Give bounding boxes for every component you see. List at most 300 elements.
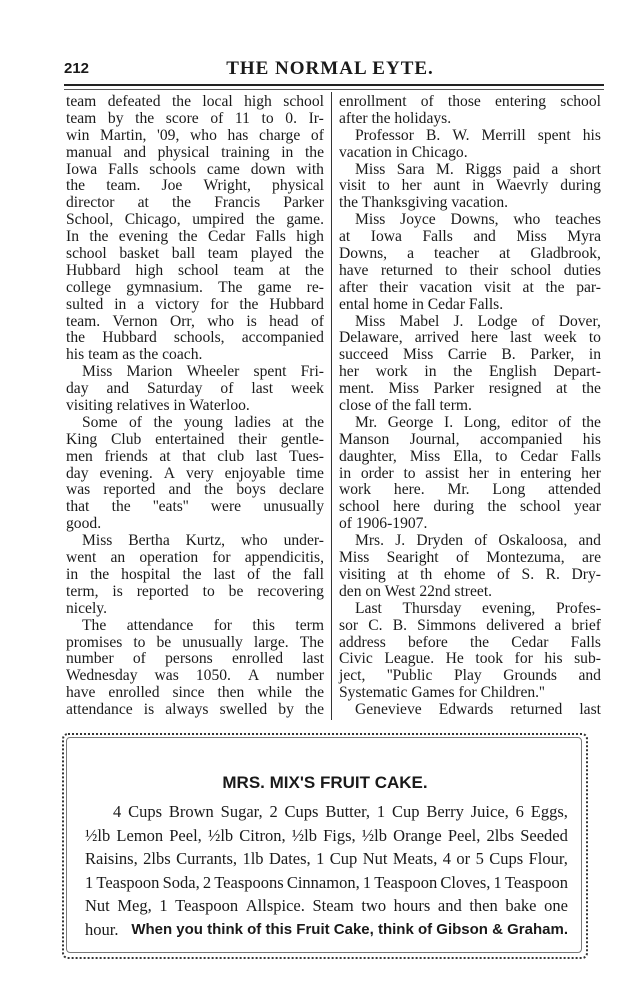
word: to xyxy=(588,329,601,347)
word: Dover, xyxy=(558,312,601,330)
word: accompanied xyxy=(480,430,563,448)
word: Long, xyxy=(463,413,501,431)
word: Cup xyxy=(391,802,420,821)
word: brief xyxy=(571,616,601,634)
word: recovering xyxy=(257,582,324,600)
word: 6 xyxy=(515,802,524,821)
word: Raisins, xyxy=(85,849,138,868)
word: Cups xyxy=(128,802,163,821)
paragraph xyxy=(66,415,324,533)
running-title: THE NORMAL EYTE. xyxy=(226,58,434,79)
text-line xyxy=(339,314,601,331)
word: training xyxy=(221,143,270,161)
word: 1 xyxy=(493,872,502,892)
word: re- xyxy=(306,278,324,296)
word: is xyxy=(246,312,257,330)
word: ½lb xyxy=(85,825,111,845)
word: in xyxy=(424,363,437,381)
right-column xyxy=(339,94,601,719)
word: Miss xyxy=(82,532,113,550)
word: Falls xyxy=(108,160,139,178)
paragraph xyxy=(339,128,601,162)
word: came xyxy=(206,160,240,178)
word: the xyxy=(545,278,565,296)
word: to xyxy=(495,447,508,465)
word: paid xyxy=(513,160,540,178)
word: Edwards xyxy=(438,701,494,719)
word: day xyxy=(66,464,89,482)
word: is xyxy=(112,582,123,600)
word: to xyxy=(377,177,390,195)
word: promises xyxy=(66,633,123,651)
word: I. xyxy=(444,413,454,431)
word: Waevrly xyxy=(496,177,549,195)
text-line xyxy=(66,162,324,179)
word: boys xyxy=(236,481,266,499)
word: here xyxy=(471,329,498,347)
word: the xyxy=(304,413,324,431)
word: 1050. xyxy=(195,667,231,685)
word: last xyxy=(251,380,274,398)
text-line xyxy=(66,685,324,702)
word: The xyxy=(218,278,243,296)
word: a xyxy=(551,160,559,178)
word: Miss xyxy=(402,346,434,364)
word: team xyxy=(233,261,264,279)
word: by xyxy=(107,109,124,127)
word: term xyxy=(295,616,324,634)
word: and xyxy=(168,481,192,499)
text-line xyxy=(66,94,324,111)
word: Carrie xyxy=(447,346,487,364)
word: physical xyxy=(272,177,324,195)
word: and xyxy=(578,532,601,550)
word: '09, xyxy=(157,126,180,144)
word: succeed xyxy=(339,346,389,364)
word: the xyxy=(304,245,324,263)
text-line: ental home in Cedar Falls. xyxy=(339,295,504,313)
word: Teaspoon xyxy=(96,872,160,892)
word: Journal, xyxy=(409,430,460,448)
word: local xyxy=(202,93,233,110)
text-line xyxy=(339,449,601,466)
word: operation xyxy=(139,549,199,567)
word: were xyxy=(210,498,242,516)
word: Myra xyxy=(567,228,601,246)
word: C. xyxy=(368,616,383,634)
word: persons xyxy=(165,650,213,668)
text-line xyxy=(339,601,601,618)
word: Soda, xyxy=(162,872,200,892)
word: assist xyxy=(425,464,460,482)
word: to xyxy=(133,633,146,651)
word: appendicitis, xyxy=(244,549,324,567)
word: an xyxy=(110,549,126,567)
text-line xyxy=(66,145,324,162)
word: Downs, xyxy=(450,211,499,229)
word: unusually xyxy=(263,498,324,516)
word: of xyxy=(496,565,510,583)
word: then xyxy=(217,684,245,702)
word: ½lb xyxy=(361,825,388,845)
word: Falls xyxy=(570,447,601,465)
word: Joe xyxy=(161,177,183,195)
text-line xyxy=(66,111,324,128)
word: R. xyxy=(545,565,560,583)
text-line xyxy=(66,263,324,280)
word: Club xyxy=(111,430,142,448)
word: entertained xyxy=(155,430,225,448)
text-line xyxy=(66,432,324,449)
word: played xyxy=(250,245,293,263)
word: school xyxy=(283,93,324,110)
text-line xyxy=(339,128,601,145)
word: Hubbard xyxy=(66,261,121,279)
word: of xyxy=(474,532,488,550)
word: in xyxy=(66,565,79,583)
word: reported xyxy=(136,582,189,600)
word: spent xyxy=(537,126,571,144)
word: his xyxy=(582,126,601,144)
paragraph xyxy=(339,415,601,533)
word: Falls xyxy=(570,633,601,651)
word: 11 xyxy=(234,109,250,127)
word: school xyxy=(510,261,552,279)
text-line xyxy=(66,567,324,584)
word: after xyxy=(339,278,368,296)
word: umpired xyxy=(192,211,245,229)
word: Marion xyxy=(126,363,173,381)
word: visit xyxy=(339,177,366,195)
word: took xyxy=(475,650,504,668)
word: Miss xyxy=(516,228,547,246)
word: in xyxy=(281,143,294,161)
word: manual xyxy=(66,143,112,161)
word: entering xyxy=(495,93,547,110)
word: Seeded xyxy=(520,825,568,845)
word: entering xyxy=(520,464,572,482)
word: accompanied xyxy=(241,329,324,347)
word: since xyxy=(172,684,205,702)
text-line xyxy=(339,280,601,297)
word: last xyxy=(255,447,278,465)
word: attendance xyxy=(66,701,133,719)
paragraph xyxy=(66,618,324,719)
word: Miss xyxy=(339,549,370,567)
word: last xyxy=(302,650,324,668)
word: that xyxy=(182,447,206,465)
word: Last xyxy=(355,599,382,617)
word: here. xyxy=(393,481,425,499)
word: of xyxy=(247,565,261,583)
word: returned xyxy=(510,701,563,719)
word: at xyxy=(278,261,291,279)
word: Cedar xyxy=(207,228,246,246)
word: their xyxy=(469,261,499,279)
word: enjoyable xyxy=(224,464,286,482)
word: Francis xyxy=(214,194,261,212)
word: Vernon xyxy=(112,312,158,330)
word: B. xyxy=(501,346,516,364)
word: Fri- xyxy=(300,363,324,381)
word: to xyxy=(202,582,215,600)
text-line xyxy=(339,550,601,567)
word: visit xyxy=(483,278,511,296)
word: Grounds xyxy=(503,667,557,685)
paragraph xyxy=(339,702,601,719)
word: high xyxy=(296,228,324,246)
word: Lodge xyxy=(477,312,518,330)
text-line: visiting relatives in Waterloo. xyxy=(66,397,250,415)
word: Gladbrook, xyxy=(530,245,601,263)
word: for xyxy=(212,549,231,567)
word: school xyxy=(519,498,561,516)
word: the xyxy=(487,498,507,516)
word: physical xyxy=(157,143,210,161)
word: Martin, xyxy=(100,126,147,144)
word: Kurtz, xyxy=(185,532,226,550)
word: at xyxy=(397,565,409,583)
word: and xyxy=(578,667,601,685)
word: number xyxy=(276,667,324,685)
word: swelled xyxy=(219,701,268,719)
word: 1 xyxy=(159,896,168,915)
word: the xyxy=(469,633,490,651)
word: of xyxy=(310,312,324,330)
word: of xyxy=(558,413,572,431)
word: the xyxy=(304,684,324,702)
word: always xyxy=(165,701,209,719)
word: college xyxy=(66,278,112,296)
word: teacher xyxy=(434,245,480,263)
word: year xyxy=(574,498,601,516)
word: ehome xyxy=(443,565,486,583)
word: schools, xyxy=(173,329,225,347)
word: Citron, xyxy=(239,825,286,845)
text-line xyxy=(66,280,324,297)
word: the xyxy=(304,701,324,719)
text-line xyxy=(66,178,324,195)
word: sor xyxy=(339,616,359,634)
word: then xyxy=(469,896,498,915)
word: the xyxy=(272,565,292,583)
word: team xyxy=(207,245,239,263)
word: Miss xyxy=(409,447,441,465)
word: short xyxy=(569,160,601,178)
word: was xyxy=(66,481,91,499)
word: evening. xyxy=(99,464,153,482)
text-line xyxy=(339,347,601,364)
text-line xyxy=(339,668,601,685)
word: enrollment xyxy=(339,93,407,110)
word: Bertha xyxy=(128,532,170,550)
word: Meats, xyxy=(392,849,438,868)
word: Nut xyxy=(362,849,388,868)
word: Meg, xyxy=(117,896,152,915)
word: fall xyxy=(303,565,324,583)
text-line: the Thanksgiving vacation. xyxy=(339,194,509,212)
word: A xyxy=(163,464,175,482)
word: in xyxy=(472,177,485,195)
word: school xyxy=(178,261,219,279)
word: Cloves, xyxy=(440,872,491,892)
word: 4 xyxy=(113,802,122,821)
word: returned xyxy=(380,261,433,279)
word: young xyxy=(183,413,223,431)
word: those xyxy=(447,93,481,110)
word: at xyxy=(339,228,351,246)
text-line: vacation in Chicago. xyxy=(339,143,468,161)
word: Flour, xyxy=(528,849,568,868)
word: Miss xyxy=(355,160,386,178)
word: Dates, xyxy=(268,849,311,868)
word: school xyxy=(66,245,107,263)
word: is xyxy=(143,701,155,719)
word: S. xyxy=(521,565,535,583)
word: League. xyxy=(384,650,435,668)
word: J. xyxy=(395,532,406,550)
word: Long xyxy=(492,481,526,499)
word: Oskaloosa, xyxy=(498,532,568,550)
recipe-last-plain: hour. xyxy=(85,919,119,939)
word: the xyxy=(581,380,601,398)
word: game xyxy=(257,278,292,296)
word: score xyxy=(165,109,199,127)
text-line xyxy=(339,432,601,449)
word: her xyxy=(468,464,489,482)
recipe-tagline: When you think of this Fruit Cake, think of Gibson & Graham. xyxy=(131,920,568,938)
text-line: Systematic Games for Children.'' xyxy=(339,684,545,702)
word: th xyxy=(420,565,433,583)
word: of xyxy=(531,312,545,330)
word: declare xyxy=(278,481,324,499)
text-line xyxy=(66,668,324,685)
word: the xyxy=(66,177,86,195)
word: time xyxy=(296,464,324,482)
word: Cedar xyxy=(511,633,549,651)
text-line xyxy=(66,635,324,652)
word: 2 xyxy=(269,802,278,821)
word: has xyxy=(227,126,249,144)
word: under- xyxy=(283,532,324,550)
word: director xyxy=(66,194,115,212)
word: basket xyxy=(119,245,160,263)
word: team. xyxy=(66,312,101,330)
word: high xyxy=(244,93,272,110)
word: her xyxy=(401,177,422,195)
word: the xyxy=(304,143,324,161)
word: high xyxy=(135,261,164,279)
text-line xyxy=(66,449,324,466)
text-line xyxy=(339,499,601,516)
word: schools xyxy=(149,160,197,178)
text-line xyxy=(66,229,324,246)
recipe-line xyxy=(85,871,568,895)
word: in xyxy=(114,295,127,313)
word: and xyxy=(437,896,462,915)
word: their xyxy=(238,430,267,448)
word: Miss xyxy=(355,211,386,229)
word: the xyxy=(66,329,86,347)
word: have xyxy=(339,261,369,279)
recipe-text xyxy=(85,800,568,941)
word: Teaspoon xyxy=(504,872,568,892)
word: Iowa xyxy=(66,160,98,178)
word: here xyxy=(393,498,420,516)
word: be xyxy=(156,633,172,651)
word: school xyxy=(339,498,380,516)
text-line xyxy=(339,482,601,499)
text-line: nicely. xyxy=(66,599,107,617)
text-line xyxy=(339,415,601,432)
word: School, xyxy=(66,211,114,229)
word: He xyxy=(445,650,464,668)
word: who xyxy=(513,211,541,229)
word: enrolled xyxy=(108,684,160,702)
word: win xyxy=(66,126,90,144)
word: Civic xyxy=(339,650,373,668)
word: to xyxy=(261,109,274,127)
word: Orange xyxy=(393,825,442,845)
word: the xyxy=(204,481,224,499)
word: Mrs. xyxy=(355,532,385,550)
word: hours xyxy=(393,896,431,915)
word: victory xyxy=(155,295,200,313)
word: Cinnamon, xyxy=(286,872,360,892)
word: of xyxy=(210,109,224,127)
word: 1lb xyxy=(242,849,264,868)
word: that xyxy=(66,498,90,516)
word: at xyxy=(522,278,534,296)
word: the xyxy=(178,228,198,246)
text-line: good. xyxy=(66,515,102,533)
recipe-line xyxy=(85,894,568,918)
word: ''eats'' xyxy=(153,498,189,516)
word: Steam xyxy=(312,896,354,915)
word: the xyxy=(182,565,202,583)
text-line xyxy=(66,330,324,347)
column-divider xyxy=(331,92,332,720)
word: ½lb xyxy=(207,825,234,845)
word: Ella, xyxy=(453,447,483,465)
word: the xyxy=(581,413,601,431)
word: Saturday xyxy=(147,380,203,398)
text-line xyxy=(66,533,324,550)
word: her xyxy=(339,363,359,381)
word: who xyxy=(190,126,217,144)
word: with xyxy=(296,160,324,178)
word: Wright, xyxy=(203,177,251,195)
text-line xyxy=(339,212,601,229)
word: Simmons xyxy=(417,616,477,634)
word: at xyxy=(159,447,171,465)
word: Professor xyxy=(355,126,414,144)
word: Delaware, xyxy=(339,329,403,347)
word: 2 xyxy=(202,872,212,892)
word: was xyxy=(154,667,179,685)
word: Figs, xyxy=(323,825,356,845)
word: Joyce xyxy=(400,211,436,229)
word: 2lbs xyxy=(143,849,171,868)
word: attendance xyxy=(126,616,194,634)
word: Sugar, xyxy=(220,802,263,821)
word: B. xyxy=(392,616,407,634)
word: Cups xyxy=(284,802,319,821)
word: duties xyxy=(563,261,601,279)
word: who xyxy=(207,312,235,330)
word: sub- xyxy=(574,650,601,668)
word: gentle- xyxy=(280,430,324,448)
